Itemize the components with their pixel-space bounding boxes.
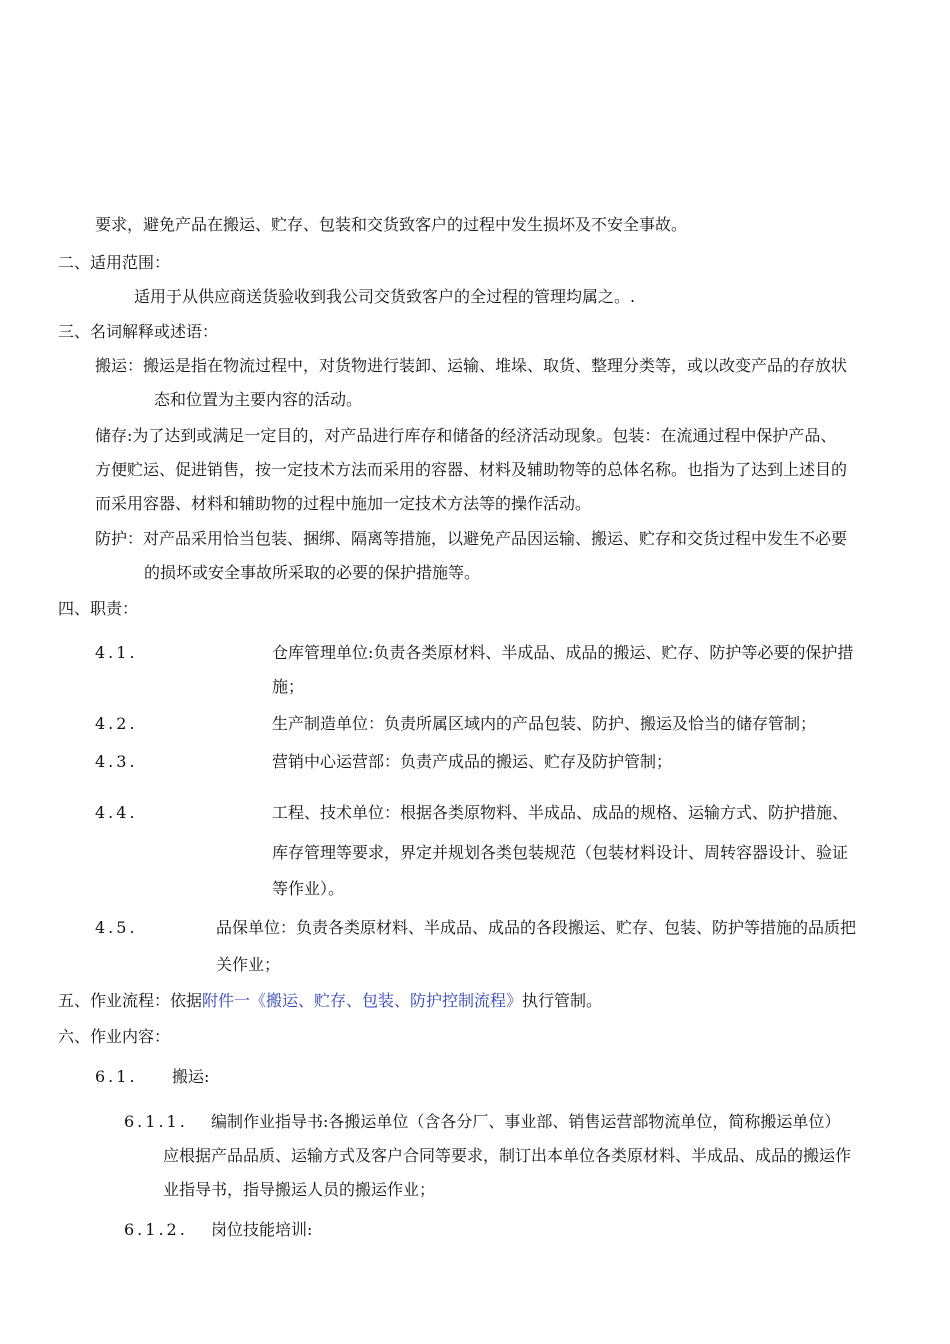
section-2-title: 二、适用范围： bbox=[58, 253, 171, 272]
item-6-1-2-number: 6.1.2. bbox=[124, 1220, 188, 1239]
duty-4-4-line-1: 工程、技术单位：根据各类原物料、半成品、成品的规格、运输方式、防护措施、 bbox=[272, 803, 849, 822]
section-6-title: 六、作业内容： bbox=[58, 1027, 171, 1046]
duty-4-5-line-1: 品保单位：负责各类原材料、半成品、成品的各段搬运、贮存、包装、防护等措施的品质把 bbox=[216, 918, 857, 937]
definition-chucun-line-3: 而采用容器、材料和辅助物的过程中施加一定技术方法等的操作活动。 bbox=[95, 494, 592, 513]
attachment-1-link[interactable]: 附件一《搬运、贮存、包装、防护控制流程》 bbox=[202, 991, 523, 1010]
duty-4-2-number: 4.2. bbox=[95, 714, 138, 733]
item-6-1-1-line-1: 编制作业指导书:各搬运单位（含各分厂、事业部、销售运营部物流单位，简称搬运单位） bbox=[211, 1112, 841, 1131]
intro-tail-text: 要求，避免产品在搬运、贮存、包装和交货致客户的过程中发生损坏及不安全事故。 bbox=[95, 215, 688, 234]
section-3-title: 三、名词解释或述语： bbox=[58, 322, 219, 341]
definition-banyun-line-1: 搬运：搬运是指在物流过程中，对货物进行装卸、运输、堆垛、取货、整理分类等，或以改变产品的存放状 bbox=[95, 356, 848, 375]
duty-4-4-line-2: 库存管理等要求，界定并规划各类包装规范（包装材料设计、周转容器设计、验证 bbox=[272, 843, 849, 862]
section-2-text: 适用于从供应商送货验收到我公司交货致客户的全过程的管理均属之。. bbox=[134, 287, 636, 306]
item-6-1-label: 搬运: bbox=[172, 1067, 210, 1086]
duty-4-3-number: 4.3. bbox=[95, 752, 138, 771]
duty-4-3-line-1: 营销中心运营部：负责产成品的搬运、贮存及防护管制； bbox=[272, 752, 673, 771]
definition-fanghu-line-2: 的损坏或安全事故所采取的必要的保护措施等。 bbox=[144, 563, 481, 582]
definition-banyun-line-2: 态和位置为主要内容的活动。 bbox=[154, 390, 363, 409]
item-6-1-1-line-3: 业指导书，指导搬运人员的搬运作业； bbox=[163, 1180, 436, 1199]
section-5-prefix: 五、作业流程：依据 bbox=[58, 991, 203, 1010]
definition-fanghu-line-1: 防护：对产品采用恰当包装、捆绑、隔离等措施，以避免产品因运输、搬运、贮存和交货过程中发生不必要 bbox=[95, 529, 848, 548]
section-4-title: 四、职责： bbox=[58, 599, 139, 618]
duty-4-4-number: 4.4. bbox=[95, 803, 138, 822]
item-6-1-number: 6.1. bbox=[95, 1067, 138, 1086]
duty-4-2-line-1: 生产制造单位：负责所属区域内的产品包装、防护、搬运及恰当的储存管制； bbox=[272, 714, 817, 733]
section-5-line bbox=[58, 990, 602, 1012]
duty-4-5-number: 4.5. bbox=[95, 918, 138, 937]
item-6-1-2-label: 岗位技能培训: bbox=[211, 1220, 313, 1239]
duty-4-5-line-2: 关作业； bbox=[216, 955, 281, 974]
item-6-1-1-number: 6.1.1. bbox=[124, 1112, 188, 1131]
duty-4-1-line-1: 仓库管理单位:负责各类原材料、半成品、成品的搬运、贮存、防护等必要的保护措 bbox=[272, 643, 854, 662]
duty-4-4-line-3: 等作业）。 bbox=[272, 879, 345, 898]
section-5-suffix: 执行管制。 bbox=[522, 991, 603, 1010]
definition-chucun-line-1: 储存:为了达到或满足一定目的，对产品进行库存和储备的经济活动现象。包装：在流通过程中保护产品、 bbox=[95, 426, 837, 445]
item-6-1-1-line-2: 应根据产品品质、运输方式及客户合同等要求，制订出本单位各类原材料、半成品、成品的搬运作 bbox=[163, 1146, 852, 1165]
definition-chucun-line-2: 方便贮运、促进销售，按一定技术方法而采用的容器、材料及辅助物等的总体名称。也指为了达到上述目的 bbox=[95, 460, 848, 479]
duty-4-1-number: 4.1. bbox=[95, 643, 138, 662]
duty-4-1-line-2: 施； bbox=[272, 677, 305, 696]
